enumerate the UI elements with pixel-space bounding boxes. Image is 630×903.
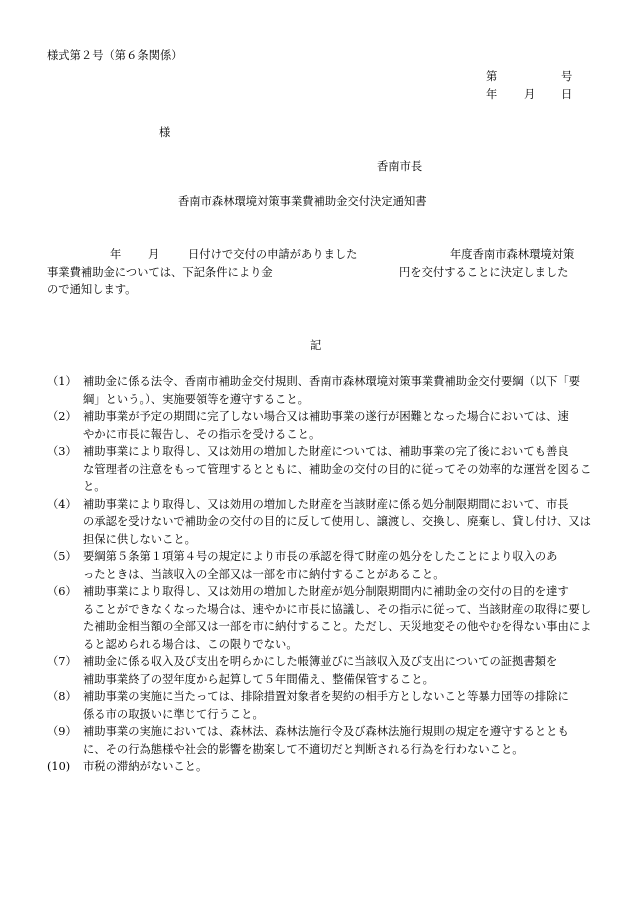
condition-number: （1） [47, 375, 77, 388]
condition-text: 市税の滞納がないこと。 [83, 760, 208, 773]
condition-text: 補助事業の実施に当たっては、排除措置対象者を契約の相手方としないこと等暴力団等の排除に 係る市の取扱いに準じて行うこと。 [83, 690, 569, 721]
condition-number: （6） [47, 585, 77, 598]
condition-item [47, 443, 592, 496]
form-number: 様式第２号（第６条関係） [47, 49, 183, 62]
body-closing: ので通知します。 [47, 283, 137, 296]
document-title: 香南市森林環境対策事業費補助金交付決定通知書 [178, 195, 427, 208]
condition-number: （4） [47, 497, 77, 511]
condition-text: 補助事業の実施においては、森林法、森林法施行令及び森林法施行規則の規定を遵守するととも に、その行為態様や社会的影響を勘案して不適切だと判断される行為を行わないこと。 [83, 725, 569, 756]
issuer: 香南市長 [377, 160, 423, 173]
document-number-label: 第 [486, 70, 498, 83]
body-application-text: 日付けで交付の申請がありました [188, 248, 358, 261]
body-fiscal-year-text: 年度香南市森林環境対策 [450, 248, 575, 261]
body-amount-suffix: 円を交付することに決定しました [399, 265, 569, 279]
condition-text: 補助事業が予定の期間に完了しない場合又は補助事業の遂行が困難となった場合においては、速 やかに市長に報告し、その指示を受けること。 [83, 410, 569, 441]
condition-number: （5） [47, 550, 77, 563]
ki-heading: 記 [310, 339, 322, 352]
condition-number: (10) [47, 760, 71, 773]
condition-item [47, 758, 592, 776]
document-number-suffix: 号 [561, 70, 573, 83]
condition-item [47, 548, 592, 583]
body-line-3 [47, 281, 587, 299]
condition-item [47, 496, 592, 549]
condition-item [47, 408, 592, 443]
condition-item [47, 653, 592, 688]
body-amount-prefix: 事業費補助金については、下記条件により金 [47, 265, 273, 279]
condition-text: 補助事業により取得し、又は効用の増加した財産を当該財産に係る処分制限期間において、市長 の承認を受けないで補助金の交付の目的に反して使用し、譲渡し、交換し、廃棄し、貸し付け、又は 担保に供しないこと。 [83, 497, 591, 546]
condition-text: 補助金に係る法令、香南市補助金交付規則、香南市森林環境対策事業費補助金交付要綱（以下「要 綱」という。）、実施要領等を遵守すること。 [83, 375, 581, 406]
condition-number: （8） [47, 690, 77, 703]
condition-number: （9） [47, 725, 77, 738]
conditions-list [47, 373, 592, 776]
condition-text: 要綱第５条第１項第４号の規定により市長の承認を得て財産の処分をしたことにより収入のあ ったときは、当該収入の全部又は一部を市に納付することがあること。 [83, 550, 558, 581]
condition-item [47, 583, 592, 653]
body-year-label: 年 [110, 248, 122, 261]
condition-number: （7） [47, 655, 77, 668]
date-month-label: 月 [524, 88, 536, 101]
condition-number: （2） [47, 410, 77, 423]
body-line-1 [47, 246, 587, 264]
body-line-2 [47, 264, 587, 282]
condition-item [47, 373, 592, 408]
condition-number: （3） [47, 445, 77, 458]
condition-text: 補助金に係る収入及び支出を明らかにした帳簿並びに当該収入及び支出についての証拠書類を 補助事業終了の翌年度から起算して５年間備え、整備保管すること。 [83, 655, 558, 686]
addressee: 様 [159, 126, 171, 139]
body-paragraph [47, 246, 587, 299]
condition-item [47, 723, 592, 758]
body-month-label: 月 [148, 248, 160, 261]
condition-item [47, 688, 592, 723]
date-day-label: 日 [561, 88, 573, 101]
date-year-label: 年 [486, 88, 498, 101]
condition-text: 補助事業により取得し、又は効用の増加した財産が処分制限期間内に補助金の交付の目的を達す ることができなくなった場合は、速やかに市長に協議し、その指示に従って、当該財産の取得に要し た補助金相当額の全部又は一部を市に納付すること。ただし、天災地変その他やむを得ない事由によ ると認められる場合は、この限りでない。 [83, 585, 592, 651]
condition-text: 補助事業により取得し、又は効用の増加した財産については、補助事業の完了後においても善良 な管理者の注意をもって管理するとともに、補助金の交付の目的に従ってその効率的な運営を図るこ と。 [83, 445, 592, 493]
